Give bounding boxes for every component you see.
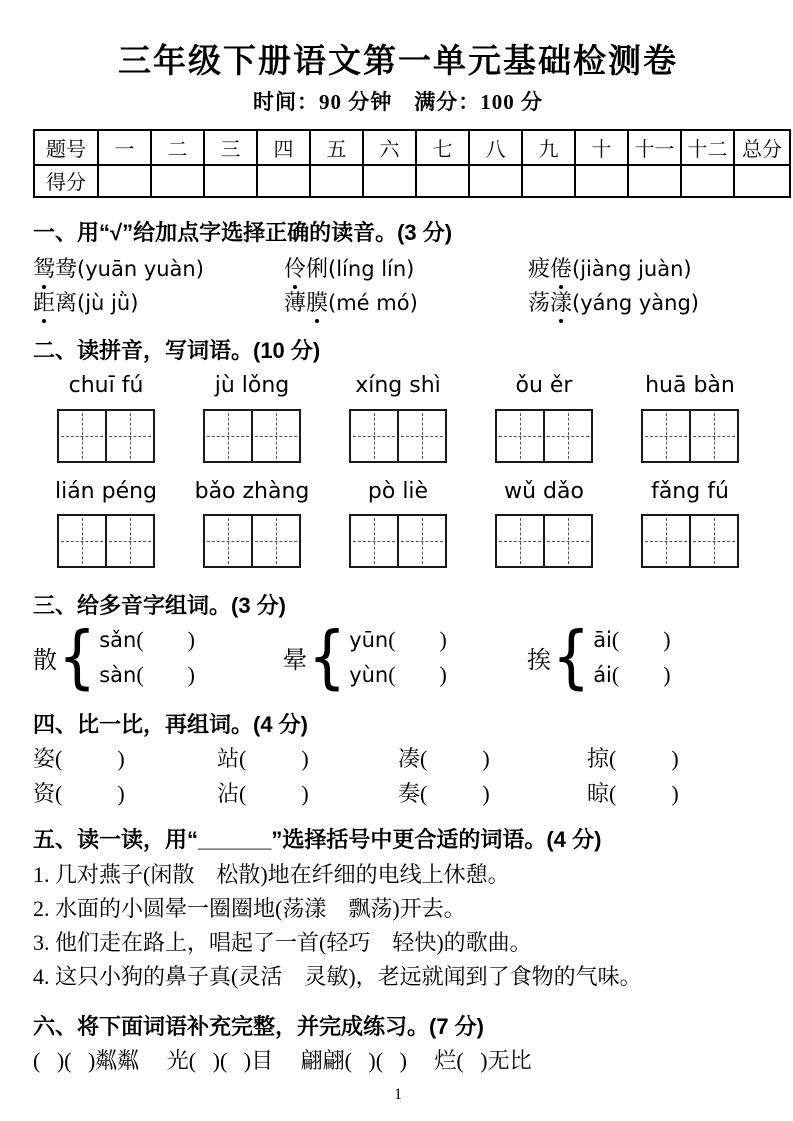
polyphone-char: 晕 [283, 647, 307, 674]
score-table-label-question: 题号 [34, 130, 98, 165]
polyphone-option: yūn( ) [349, 626, 447, 652]
compare-word-blank[interactable]: 掠( ) [587, 745, 679, 771]
writing-cell[interactable] [689, 516, 737, 566]
writing-cell[interactable] [105, 516, 153, 566]
writing-cell[interactable] [59, 411, 105, 461]
polyphone-group [527, 617, 763, 698]
pinyin-label: huā bàn [645, 372, 735, 398]
sentence: 1. 几对燕子(闲散 松散)地在纤细的电线上休憩。 [33, 861, 510, 887]
section3-groups [33, 617, 763, 698]
sentence: 3. 他们走在路上，唱起了一首(轻巧 轻快)的歌曲。 [33, 929, 532, 955]
word-item [528, 252, 763, 286]
writing-cell[interactable] [643, 411, 689, 461]
writing-cell[interactable] [397, 411, 445, 461]
compare-word-blank[interactable]: 晾( ) [587, 780, 679, 806]
word-head: 薄 [284, 289, 307, 315]
score-table-col: 三 [204, 130, 257, 165]
blank-parens[interactable]: ( ) [388, 661, 447, 687]
score-cell[interactable] [681, 165, 734, 197]
dotted-char: 膜 [306, 286, 328, 319]
writing-cell[interactable] [105, 411, 153, 461]
compare-word-blank[interactable]: 站( ) [217, 745, 309, 771]
writing-cell[interactable] [205, 411, 251, 461]
polyphone-option: sǎn( ) [99, 626, 195, 652]
exam-meta: 时间：90 分钟 满分：100 分 [253, 89, 543, 114]
word-item [528, 286, 763, 320]
writing-box[interactable] [57, 409, 155, 463]
pinyin-label: ǒu ěr [515, 372, 573, 398]
writing-cell[interactable] [351, 411, 397, 461]
score-table [33, 129, 791, 198]
dotted-char: 距 [33, 286, 55, 319]
blank-parens[interactable]: ( ) [611, 661, 671, 687]
pinyin-choices: (líng lín) [328, 256, 415, 281]
score-cell[interactable] [310, 165, 363, 197]
score-table-col-total: 总分 [734, 130, 790, 165]
sentence: 4. 这只小狗的鼻子真(灵活 灵敏)，老远就闻到了食物的气味。 [33, 963, 642, 989]
section2-boxes-row2 [33, 514, 763, 571]
word-tail: 俐 [306, 255, 329, 281]
pinyin-choices: (yáng yàng) [572, 290, 699, 315]
writing-box[interactable] [57, 514, 155, 568]
score-cell[interactable] [416, 165, 469, 197]
writing-cell[interactable] [59, 516, 105, 566]
page-title: 三年级下册语文第一单元基础检测卷 [118, 42, 678, 79]
score-cell[interactable] [628, 165, 681, 197]
sentence: 2. 水面的小圆晕一圈圈地(荡漾 飘荡)开去。 [33, 895, 466, 921]
writing-cell[interactable] [351, 516, 397, 566]
polyphone-char: 散 [33, 647, 57, 674]
section2-heading: 二、读拼音，写词语。(10 分) [33, 337, 321, 363]
polyphone-char: 挨 [527, 647, 551, 674]
score-table-col: 十二 [681, 130, 734, 165]
compare-word-blank[interactable]: 资( ) [33, 780, 125, 806]
word-item [284, 286, 528, 320]
writing-box[interactable] [495, 514, 593, 568]
compare-word-blank[interactable]: 姿( ) [33, 745, 125, 771]
pinyin-label: bǎo zhàng [194, 478, 310, 504]
compare-word-blank[interactable]: 奏( ) [398, 780, 490, 806]
blank-parens[interactable]: ( ) [388, 626, 447, 652]
score-table-header-row [34, 130, 790, 165]
score-table-col: 一 [98, 130, 151, 165]
page-number: 1 [394, 1085, 402, 1103]
section3-heading: 三、给多音字组词。(3 分) [33, 592, 287, 618]
blank-parens[interactable]: ( ) [136, 661, 195, 687]
dotted-char: 伶 [284, 252, 306, 285]
pinyin-choices: (jiàng juàn) [572, 256, 692, 281]
score-cell[interactable] [257, 165, 310, 197]
blank-parens[interactable]: ( ) [611, 626, 671, 652]
writing-box[interactable] [641, 409, 739, 463]
section4-heading: 四、比一比，再组词。(4 分) [33, 711, 309, 737]
pinyin-label: lián péng [54, 478, 158, 504]
section2-pinyin-row1 [33, 372, 763, 400]
pinyin-choices: (mé mó) [328, 290, 418, 315]
writing-cell[interactable] [689, 411, 737, 461]
dotted-char: 漾 [550, 286, 572, 319]
brace-glyph: { [552, 617, 591, 698]
score-cell[interactable] [151, 165, 204, 197]
brace-glyph: { [58, 617, 97, 698]
score-table-col: 十一 [628, 130, 681, 165]
pinyin-label: pò liè [367, 478, 429, 504]
section2-pinyin-row2 [33, 478, 763, 506]
score-table-score-row [34, 165, 790, 197]
writing-cell[interactable] [205, 516, 251, 566]
compare-word-blank[interactable]: 凑( ) [398, 745, 490, 771]
section6-heading: 六、将下面词语补充完整，并完成练习。(7 分) [33, 1013, 485, 1039]
score-table-col: 二 [151, 130, 204, 165]
section1-heading: 一、用“√”给加点字选择正确的读音。(3 分) [33, 219, 453, 245]
word-tail: 离 [55, 289, 78, 315]
writing-cell[interactable] [497, 411, 543, 461]
idiom-completion-line[interactable]: ( )( )粼粼 光( )( )目 翩翩( )( ) 烂( )无比 [33, 1047, 532, 1073]
section5-heading: 五、读一读，用“______”选择括号中更合适的词语。(4 分) [33, 826, 602, 852]
writing-box[interactable] [495, 409, 593, 463]
writing-box[interactable] [203, 409, 301, 463]
blank-parens[interactable]: ( ) [136, 626, 195, 652]
score-cell[interactable] [363, 165, 416, 197]
polyphone-option: yùn( ) [349, 661, 447, 687]
writing-box[interactable] [203, 514, 301, 568]
polyphone-group [33, 617, 283, 698]
writing-cell[interactable] [543, 516, 591, 566]
writing-cell[interactable] [497, 516, 543, 566]
score-table-label-score: 得分 [34, 165, 98, 197]
polyphone-option: sàn( ) [99, 661, 195, 687]
word-item [284, 252, 528, 286]
writing-cell[interactable] [543, 411, 591, 461]
polyphone-option: ái( ) [593, 661, 671, 687]
word-head: 疲 [528, 255, 551, 281]
writing-cell[interactable] [251, 411, 299, 461]
writing-cell[interactable] [643, 516, 689, 566]
score-cell[interactable] [575, 165, 628, 197]
pinyin-choices: (jù jǜ) [77, 290, 139, 315]
section1-items [33, 252, 763, 320]
pinyin-label: wǔ dǎo [504, 478, 584, 504]
score-cell[interactable] [469, 165, 522, 197]
score-table-col: 五 [310, 130, 363, 165]
score-table-col: 十 [575, 130, 628, 165]
section4-row2 [33, 777, 763, 810]
score-cell[interactable] [522, 165, 575, 197]
score-table-col: 九 [522, 130, 575, 165]
word-head: 荡 [528, 289, 551, 315]
pinyin-label: jù lǒng [214, 372, 290, 398]
score-table-col: 七 [416, 130, 469, 165]
writing-box[interactable] [349, 409, 447, 463]
polyphone-option: āi( ) [593, 626, 671, 652]
section2-boxes-row1 [33, 409, 763, 466]
polyphone-group [283, 617, 527, 698]
score-table-col: 四 [257, 130, 310, 165]
compare-word-blank[interactable]: 沾( ) [217, 780, 309, 806]
score-cell-total[interactable] [734, 165, 790, 197]
score-cell[interactable] [204, 165, 257, 197]
writing-cell[interactable] [251, 516, 299, 566]
pinyin-label: fǎng fú [651, 478, 729, 504]
writing-box[interactable] [349, 514, 447, 568]
writing-cell[interactable] [397, 516, 445, 566]
word-item [33, 252, 284, 286]
score-cell[interactable] [98, 165, 151, 197]
score-table-col: 六 [363, 130, 416, 165]
word-item [33, 286, 284, 320]
pinyin-label: xíng shì [355, 372, 441, 398]
section4-row1 [33, 742, 763, 775]
dotted-char: 鸳 [33, 252, 55, 285]
brace-glyph: { [308, 617, 347, 698]
dotted-char: 倦 [550, 252, 572, 285]
word-tail: 鸯 [55, 255, 78, 281]
pinyin-choices: (yuān yuàn) [77, 256, 204, 281]
pinyin-label: chuī fú [68, 372, 144, 398]
writing-box[interactable] [641, 514, 739, 568]
score-table-col: 八 [469, 130, 522, 165]
